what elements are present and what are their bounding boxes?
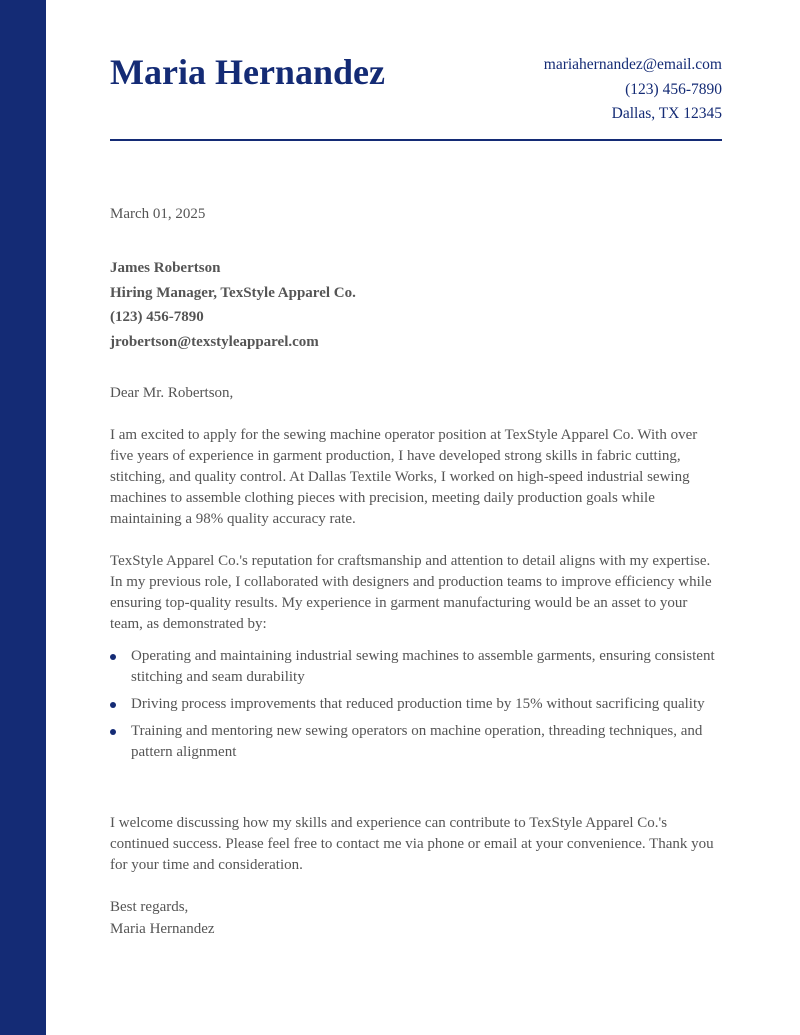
applicant-email: mariahernandez@email.com xyxy=(543,56,722,73)
accent-sidebar xyxy=(0,0,46,1035)
body-paragraph-1: I am excited to apply for the sewing machine operator position at TexStyle Apparel Co. With over five years of experience in garment production, I have developed strong skills in fabric cutting, stitching, and quality control. At Dallas Textile Works, I worked on high-speed industrial sewing machines to assemble clothing pieces with precision, meeting daily production goals while maintaining a 98% quality accuracy rate. xyxy=(110,427,698,527)
achievements-list xyxy=(110,646,722,769)
salutation: Dear Mr. Robertson, xyxy=(110,385,234,401)
closing-signoff: Best regards, xyxy=(110,899,189,915)
list-item-text: Training and mentoring new sewing operators on machine operation, threading techniques, and pattern alignment xyxy=(131,723,703,760)
recipient-block xyxy=(110,256,356,354)
recipient-name: James Robertson xyxy=(110,260,221,276)
recipient-title: Hiring Manager, TexStyle Apparel Co. xyxy=(110,284,356,301)
body-paragraph-2: TexStyle Apparel Co.'s reputation for craftsmanship and attention to detail aligns with my expertise. In my previous role, I collaborated with designers and production teams to improve efficiency while ensuring top-quality results. My experience in garment manufacturing would be an asset to your team, as demonstrated by: xyxy=(110,553,712,632)
recipient-phone: (123) 456-7890 xyxy=(110,309,204,325)
cover-letter-page xyxy=(110,0,722,937)
applicant-name: Maria Hernandez xyxy=(110,52,385,92)
applicant-contact xyxy=(544,53,722,127)
list-item-text: Driving process improvements that reduced production time by 15% without sacrificing quality xyxy=(131,696,705,712)
bullet-icon xyxy=(110,729,116,735)
closing-signature: Maria Hernandez xyxy=(110,920,215,937)
body-paragraph-3: I welcome discussing how my skills and experience can contribute to TexStyle Apparel Co.'s continued success. Please feel free to contact me via phone or email at your convenience. Thank you for your time and consideration. xyxy=(110,815,714,873)
applicant-location: Dallas, TX 12345 xyxy=(611,105,722,122)
closing-block xyxy=(110,897,215,940)
list-item-text: Operating and maintaining industrial sewing machines to assemble garments, ensuring consistent stitching and seam durability xyxy=(131,648,715,685)
recipient-email: jrobertson@texstyleapparel.com xyxy=(110,333,319,350)
list-item xyxy=(110,721,722,763)
list-item xyxy=(110,694,722,715)
bullet-icon xyxy=(110,654,116,660)
list-item xyxy=(110,646,722,688)
letter-date: March 01, 2025 xyxy=(110,206,206,222)
bullet-icon xyxy=(110,702,116,708)
letter-header xyxy=(110,0,722,141)
applicant-phone: (123) 456-7890 xyxy=(625,80,722,98)
